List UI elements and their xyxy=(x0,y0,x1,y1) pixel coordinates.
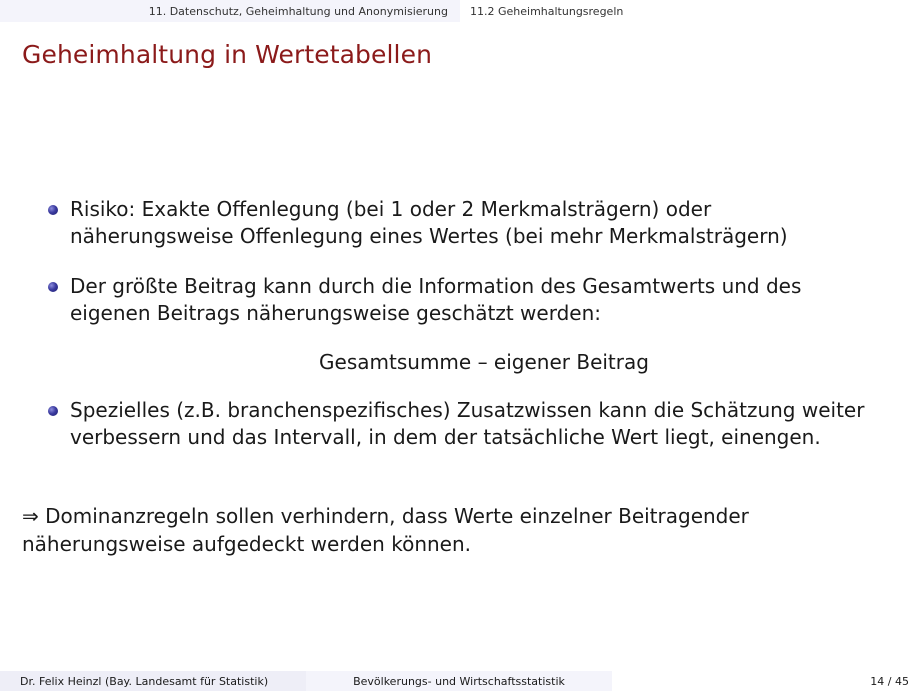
bullet-text: Spezielles (z.B. branchenspezifisches) Zusatzwissen kann die Schätzung weiter verbessern und das Intervall, in dem der tatsächliche Wert liegt, einengen. xyxy=(70,398,865,449)
section-title[interactable]: 11. Datenschutz, Geheimhaltung und Anonymisierung xyxy=(0,0,460,22)
footer-course: Bevölkerungs- und Wirtschaftsstatistik xyxy=(306,671,612,691)
bullet-text: Der größte Beitrag kann durch die Information des Gesamtwerts und des eigenen Beitrags näherungsweise geschätzt werden: xyxy=(70,274,802,325)
bullet-icon xyxy=(48,282,58,292)
bullet-icon xyxy=(48,406,58,416)
subsection-title[interactable]: 11.2 Geheimhaltungsregeln xyxy=(460,0,921,22)
bullet-text: Risiko: Exakte Offenlegung (bei 1 oder 2 Merkmalsträgern) oder näherungsweise Offenlegung eines Wertes (bei mehr Merkmalsträgern) xyxy=(70,197,788,248)
footer-author: Dr. Felix Heinzl (Bay. Landesamt für Statistik) xyxy=(0,671,306,691)
footline-bar xyxy=(0,671,921,691)
formula: Gesamtsumme – eigener Beitrag xyxy=(319,350,649,374)
slide-title: Geheimhaltung in Wertetabellen xyxy=(22,40,433,69)
page-number: 14 / 45 xyxy=(612,671,921,691)
headline-bar xyxy=(0,0,921,22)
conclusion-text: ⇒ Dominanzregeln sollen verhindern, dass Werte einzelner Beitragender näherungsweise aufgedeckt werden können. xyxy=(22,504,749,556)
bullet-icon xyxy=(48,205,58,215)
